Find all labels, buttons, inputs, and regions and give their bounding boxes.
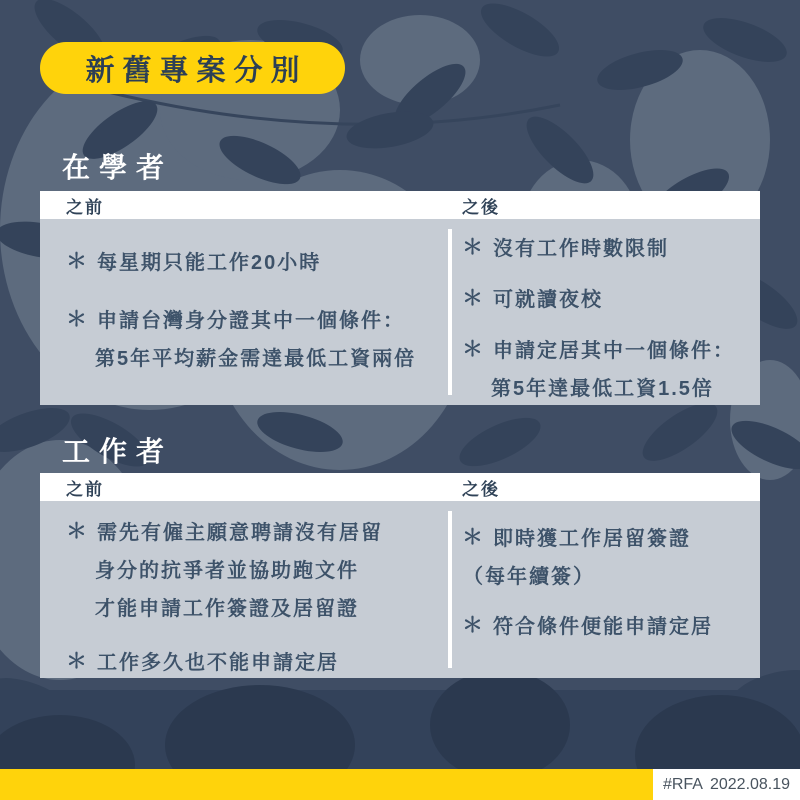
after-column xyxy=(462,501,754,678)
list-item xyxy=(66,641,442,679)
item-line xyxy=(462,329,754,367)
section-heading-students: 在學者 xyxy=(62,152,174,183)
item-text: 申請定居其中一個條件： xyxy=(493,339,735,362)
footer-hashtag: #RFA xyxy=(662,775,703,793)
before-column-label: 之前 xyxy=(66,197,104,217)
asterisk-bullet-icon: ＊ xyxy=(462,614,485,637)
before-column xyxy=(66,219,442,405)
card-body xyxy=(40,219,760,405)
before-column-label: 之前 xyxy=(66,479,104,499)
section-heading-workers: 工作者 xyxy=(62,436,174,467)
footer-date: 2022.08.19 xyxy=(709,775,791,793)
after-column xyxy=(462,219,754,405)
asterisk-bullet-icon: ＊ xyxy=(66,250,89,273)
column-divider xyxy=(448,229,452,395)
after-column-label: 之後 xyxy=(462,197,500,217)
card-header xyxy=(40,473,760,501)
item-line xyxy=(462,278,754,316)
page-title: 新舊專案分別 xyxy=(85,54,308,87)
list-item xyxy=(462,329,754,405)
item-text: 才能申請工作簽證及居留證 xyxy=(95,597,359,620)
title-badge xyxy=(40,42,345,94)
item-text: 身分的抗爭者並協助跑文件 xyxy=(95,559,359,582)
item-line xyxy=(66,641,442,679)
item-line xyxy=(66,511,442,549)
item-text: 申請台灣身分證其中一個條件： xyxy=(97,309,405,332)
asterisk-bullet-icon: ＊ xyxy=(66,650,89,673)
asterisk-bullet-icon: ＊ xyxy=(66,308,89,331)
item-text: 第5年平均薪金需達最低工資兩倍 xyxy=(95,347,417,370)
item-text: （每年續簽） xyxy=(463,565,595,588)
comparison-card-students xyxy=(40,191,760,405)
item-line xyxy=(66,241,442,279)
list-item xyxy=(462,517,754,593)
item-line xyxy=(66,587,442,625)
item-line xyxy=(66,299,442,337)
item-text: 每星期只能工作20小時 xyxy=(97,251,322,274)
list-item xyxy=(66,241,442,279)
item-line xyxy=(66,549,442,587)
footer-credit xyxy=(653,769,800,800)
item-text: 沒有工作時數限制 xyxy=(493,237,669,260)
item-line xyxy=(462,605,754,643)
list-item xyxy=(66,511,442,625)
item-text: 工作多久也不能申請定居 xyxy=(97,651,339,674)
item-line xyxy=(462,517,754,555)
item-line xyxy=(462,555,754,593)
list-item xyxy=(462,278,754,316)
list-item xyxy=(462,605,754,643)
list-item xyxy=(462,227,754,265)
asterisk-bullet-icon: ＊ xyxy=(462,236,485,259)
item-text: 第5年達最低工資1.5倍 xyxy=(491,377,714,400)
item-line xyxy=(462,227,754,265)
after-column-label: 之後 xyxy=(462,479,500,499)
item-text: 符合條件便能申請定居 xyxy=(493,615,713,638)
card-header xyxy=(40,191,760,219)
item-line xyxy=(66,337,442,375)
item-text: 即時獲工作居留簽證 xyxy=(493,527,691,550)
asterisk-bullet-icon: ＊ xyxy=(66,520,89,543)
item-text: 可就讀夜校 xyxy=(493,288,603,311)
column-divider xyxy=(448,511,452,668)
footer-bar xyxy=(0,769,800,800)
list-item xyxy=(66,299,442,375)
before-column xyxy=(66,501,442,678)
item-text: 需先有僱主願意聘請沒有居留 xyxy=(97,521,383,544)
asterisk-bullet-icon: ＊ xyxy=(462,338,485,361)
card-body xyxy=(40,501,760,678)
asterisk-bullet-icon: ＊ xyxy=(462,526,485,549)
asterisk-bullet-icon: ＊ xyxy=(462,287,485,310)
comparison-card-workers xyxy=(40,473,760,678)
item-line xyxy=(462,367,754,405)
